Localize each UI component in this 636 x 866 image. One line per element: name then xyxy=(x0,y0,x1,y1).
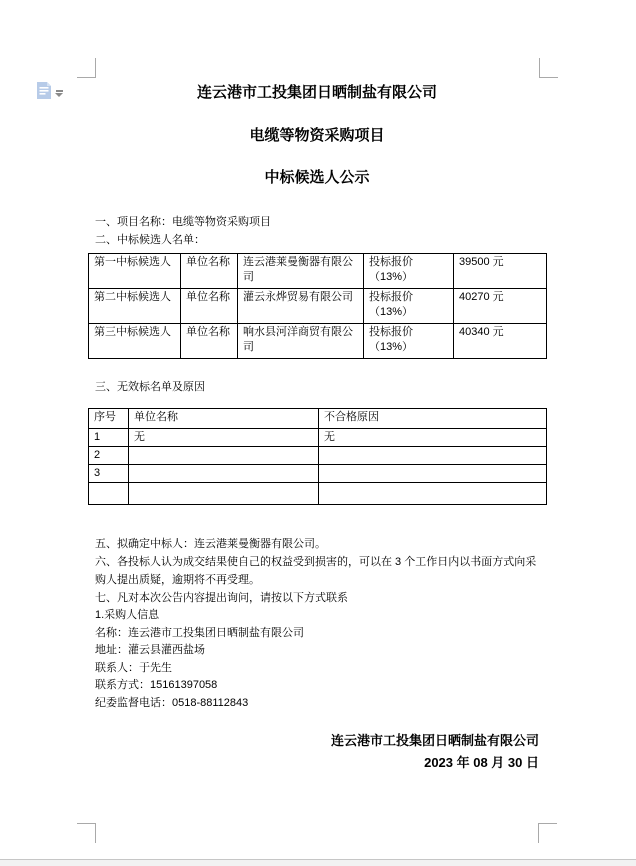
purchaser-info-heading: 1.采购人信息 xyxy=(95,609,160,621)
table-cell: 40340 元 xyxy=(454,324,547,359)
signature-date: 2023 年 08 月 30 日 xyxy=(424,755,539,770)
table-cell xyxy=(319,483,547,505)
table-cell xyxy=(319,465,547,483)
doc-title-project: 电缆等物资采购项目 xyxy=(249,127,385,144)
section-invalid-heading: 三、无效标名单及原因 xyxy=(95,381,205,393)
table-cell: 2 xyxy=(89,447,129,465)
table-cell: 单位名称 xyxy=(181,289,238,324)
table-cell xyxy=(89,483,129,505)
paste-options-button[interactable] xyxy=(37,83,71,103)
table-cell: 投标报价（13%） xyxy=(364,254,454,289)
column-header: 不合格原因 xyxy=(319,409,547,429)
table-cell xyxy=(319,447,547,465)
table-cell: 无 xyxy=(319,429,547,447)
table-cell: 单位名称 xyxy=(181,254,238,289)
clipboard-paste-icon xyxy=(37,82,51,104)
section-project-name: 一、项目名称：电缆等物资采购项目 xyxy=(95,216,271,228)
table-cell: 连云港莱曼衡器有限公司 xyxy=(238,254,364,289)
purchaser-phone: 联系方式：15161397058 xyxy=(95,679,218,691)
section-objection: 六、各投标人认为成交结果使自己的权益受到损害的，可以在 3 个工作日内以书面方式向采购人提出质疑，逾期将不再受理。 xyxy=(95,556,537,586)
signature-block xyxy=(95,730,539,774)
table-row xyxy=(89,289,547,324)
column-header: 序号 xyxy=(89,409,129,429)
table-cell xyxy=(129,483,319,505)
purchaser-info xyxy=(95,607,539,712)
purchaser-name: 名称：连云港市工投集团日晒制盐有限公司 xyxy=(95,626,304,639)
table-row xyxy=(89,429,547,447)
table-cell: 1 xyxy=(89,429,129,447)
table-header-row xyxy=(89,409,547,429)
table-cell xyxy=(129,447,319,465)
table-cell: 第三中标候选人 xyxy=(89,324,181,359)
margin-mark-top-left xyxy=(77,58,96,78)
table-cell: 投标报价（13%） xyxy=(364,324,454,359)
purchaser-contact: 联系人：于先生 xyxy=(95,661,172,674)
margin-mark-top-right xyxy=(539,58,558,78)
table-row xyxy=(89,447,547,465)
app-background xyxy=(0,860,636,866)
invalid-bids-table xyxy=(88,408,547,505)
margin-mark-bottom-right xyxy=(538,823,557,843)
doc-title-announcement: 中标候选人公示 xyxy=(264,169,370,186)
column-header: 单位名称 xyxy=(129,409,319,429)
supervision-phone: 纪委监督电话：0518-88112843 xyxy=(95,696,249,709)
table-row xyxy=(89,483,547,505)
table-cell: 第二中标候选人 xyxy=(89,289,181,324)
table-cell: 灌云永烨贸易有限公司 xyxy=(238,289,364,324)
table-cell: 投标报价（13%） xyxy=(364,289,454,324)
purchaser-address: 地址：灌云县灌西盐场 xyxy=(95,644,205,656)
document-body xyxy=(95,77,539,774)
table-row xyxy=(89,254,547,289)
doc-title-company: 连云港市工投集团日晒制盐有限公司 xyxy=(196,84,437,101)
chevron-down-icon xyxy=(55,90,63,97)
table-row xyxy=(89,324,547,359)
table-cell: 无 xyxy=(129,429,319,447)
closing-paragraphs xyxy=(95,535,539,712)
signature-company: 连云港市工投集团日晒制盐有限公司 xyxy=(330,733,539,748)
table-cell: 40270 元 xyxy=(454,289,547,324)
table-cell xyxy=(129,465,319,483)
section-winner: 五、拟确定中标人：连云港莱曼衡器有限公司。 xyxy=(95,538,326,550)
margin-mark-bottom-left xyxy=(77,823,96,843)
table-cell: 3 xyxy=(89,465,129,483)
candidates-table xyxy=(88,253,547,359)
table-cell: 单位名称 xyxy=(181,324,238,359)
section-contact-note: 七、凡对本次公告内容提出询问，请按以下方式联系 xyxy=(95,592,348,604)
table-row xyxy=(89,465,547,483)
section-candidates-heading: 二、中标候选人名单： xyxy=(95,234,205,246)
table-cell: 第一中标候选人 xyxy=(89,254,181,289)
table-cell: 39500 元 xyxy=(454,254,547,289)
table-cell: 响水县河洋商贸有限公司 xyxy=(238,324,364,359)
